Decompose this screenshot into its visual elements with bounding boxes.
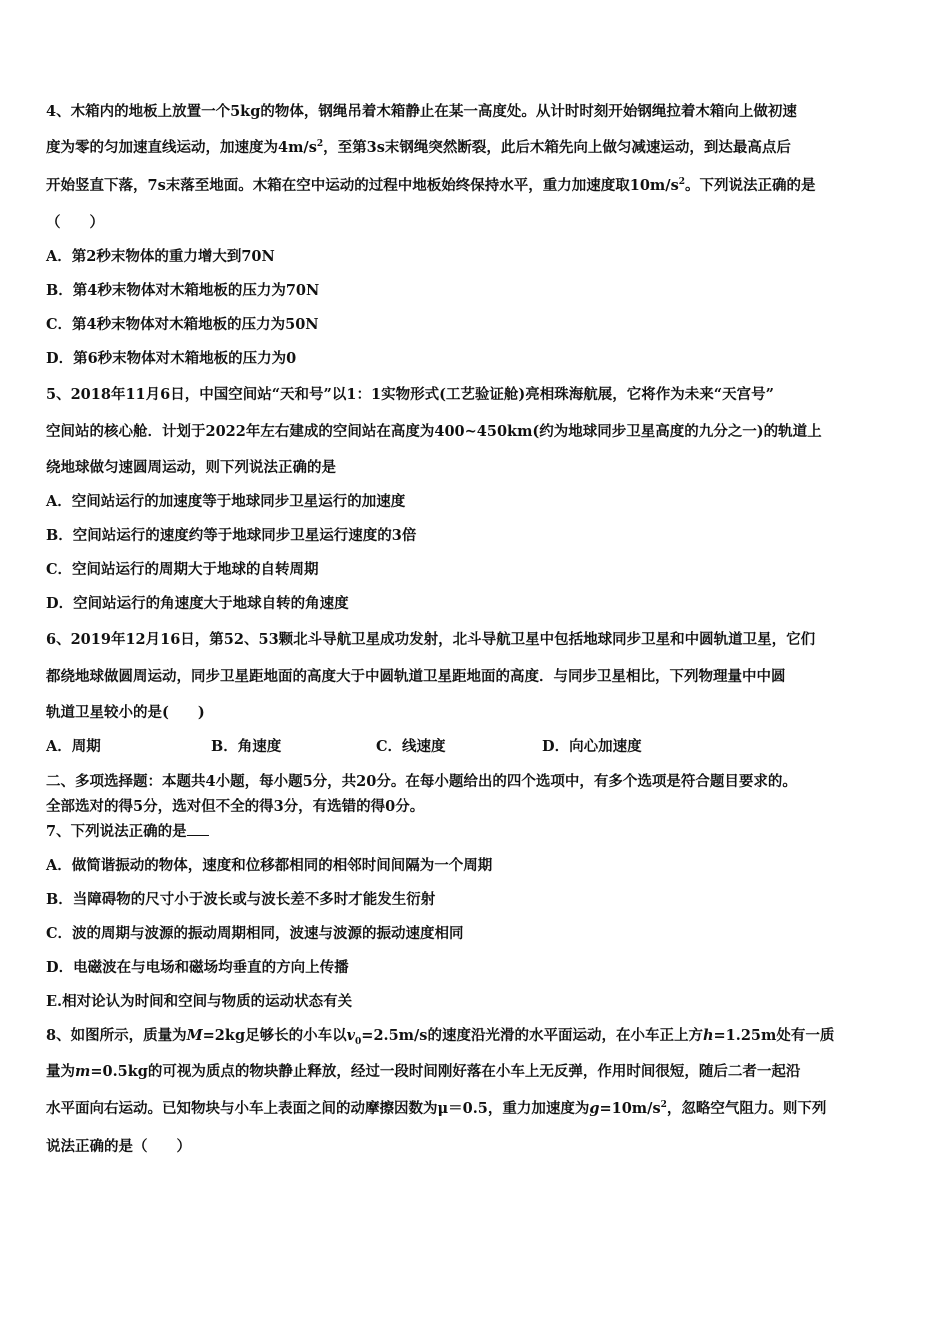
q7-option-d: D．电磁波在与电场和磁场均垂直的方向上传播 [46, 959, 349, 976]
q5-option-a: A．空间站运行的加速度等于地球同步卫星运行的加速度 [46, 493, 406, 510]
q7-stem-text: 7、下列说法正确的是 [46, 823, 187, 840]
q8-line-2 [46, 1061, 916, 1083]
q8-var-m: m [75, 1063, 91, 1080]
q7-option-a: A．做简谐振动的物体，速度和位移都相同的相邻时间间隔为一个周期 [46, 857, 493, 874]
q8-sup: 2 [660, 1100, 667, 1111]
q6-line-1: 6、2019年12月16日，第52、53颗北斗导航卫星成功发射，北斗导航卫星中包括地球同步卫星和中圆轨道卫星，它们 [46, 631, 816, 648]
q4-option-a: A．第2秒末物体的重力增大到70N [46, 248, 275, 265]
q7-option-c: C．波的周期与波源的振动周期相同，波速与波源的振动速度相同 [46, 925, 464, 942]
q4-line-3 [46, 175, 916, 197]
q5-option-d: D．空间站运行的角速度大于地球自转的角速度 [46, 595, 349, 612]
q5-line-1: 5、2018年11月6日，中国空间站“天和号”以1：1实物形式(工艺验证舱)亮相珠海航展，它将作为未来“天宫号” [46, 386, 774, 403]
q4-line-3a: 开始竖直下落，7s末落至地面。木箱在空中运动的过程中地板始终保持水平，重力加速度取10m/s [46, 177, 679, 194]
q4-line-2b: ，至第3s末钢绳突然断裂，此后木箱先向上做匀减速运动，到达最高点后 [323, 139, 791, 156]
q8-var-v: v [346, 1027, 356, 1044]
q6-option-c: C．线速度 [376, 738, 446, 755]
q6-line-2: 都绕地球做圆周运动，同步卫星距地面的高度大于中圆轨道卫星距地面的高度．与同步卫星相比，下列物理量中中圆 [46, 668, 786, 685]
q4-option-d: D．第6秒末物体对木箱地板的压力为0 [46, 350, 297, 367]
q4-line-1: 4、木箱内的地板上放置一个5kg的物体，钢绳吊着木箱静止在某一高度处。从计时时刻开始钢绳拉着木箱向上做初速 [46, 103, 797, 120]
q8-l3a: 水平面向右运动。已知物块与小车上表面之间的动摩擦因数为μ＝0.5，重力加速度为 [46, 1100, 590, 1117]
q4-option-c: C．第4秒末物体对木箱地板的压力为50N [46, 316, 319, 333]
section2-line-2: 全部选对的得5分，选对但不全的得3分，有选错的得0分。 [46, 798, 425, 815]
q4-line-4: （ ） [46, 214, 104, 231]
answer-blank [187, 821, 209, 836]
q5-option-b: B．空间站运行的速度约等于地球同步卫星运行速度的3倍 [46, 527, 417, 544]
q8-l1d: =1.25m处有一质 [713, 1027, 835, 1044]
q6-option-a: A．周期 [46, 738, 101, 755]
q4-line-2 [46, 137, 916, 159]
q8-var-M: M [186, 1027, 203, 1044]
q8-l1c: =2.5m/s的速度沿光滑的水平面运动，在小车正上方 [361, 1027, 703, 1044]
q5-option-c: C．空间站运行的周期大于地球的自转周期 [46, 561, 319, 578]
q8-l1a: 8、如图所示，质量为 [46, 1027, 187, 1044]
section2-line-1: 二、多项选择题：本题共4小题，每小题5分，共20分。在每小题给出的四个选项中，有多个选项是符合题目要求的。 [46, 773, 797, 790]
q4-sup-2: 2 [678, 177, 685, 188]
q8-l1b: =2kg足够长的小车以 [202, 1027, 347, 1044]
q7-option-e: E.相对论认为时间和空间与物质的运动状态有关 [46, 993, 353, 1010]
q8-var-v-sub: 0 [355, 1036, 362, 1047]
q4-sup-1: 2 [316, 139, 324, 150]
q8-line-4: 说法正确的是（ ） [46, 1138, 191, 1155]
q5-line-2: 空间站的核心舱．计划于2022年左右建成的空间站在高度为400~450km(约为地球同步卫星高度的九分之一)的轨道上 [46, 423, 822, 440]
q8-l3b: =10m/s [599, 1100, 661, 1117]
q5-line-3: 绕地球做匀速圆周运动，则下列说法正确的是 [46, 459, 336, 476]
q8-var-g: g [589, 1100, 600, 1117]
q7-stem [46, 821, 916, 843]
q4-line-3b: 。下列说法正确的是 [685, 177, 816, 194]
q8-l2a: 量为 [46, 1063, 75, 1080]
q8-line-1 [46, 1025, 916, 1047]
q8-line-3 [46, 1098, 916, 1120]
q8-l2b: =0.5kg的可视为质点的物块静止释放，经过一段时间刚好落在小车上无反弹，作用时间很短，随后二者一起沿 [90, 1063, 801, 1080]
q8-var-h: h [702, 1027, 714, 1044]
q6-option-b: B．角速度 [211, 738, 282, 755]
q8-l3c: ，忽略空气阻力。则下列 [666, 1100, 827, 1117]
q7-option-b: B．当障碍物的尺寸小于波长或与波长差不多时才能发生衍射 [46, 891, 436, 908]
q6-line-3: 轨道卫星较小的是( ) [46, 704, 205, 721]
q6-option-d: D．向心加速度 [542, 738, 642, 755]
q4-option-b: B．第4秒末物体对木箱地板的压力为70N [46, 282, 320, 299]
q4-line-2a: 度为零的匀加速直线运动，加速度为4m/s [46, 139, 317, 156]
